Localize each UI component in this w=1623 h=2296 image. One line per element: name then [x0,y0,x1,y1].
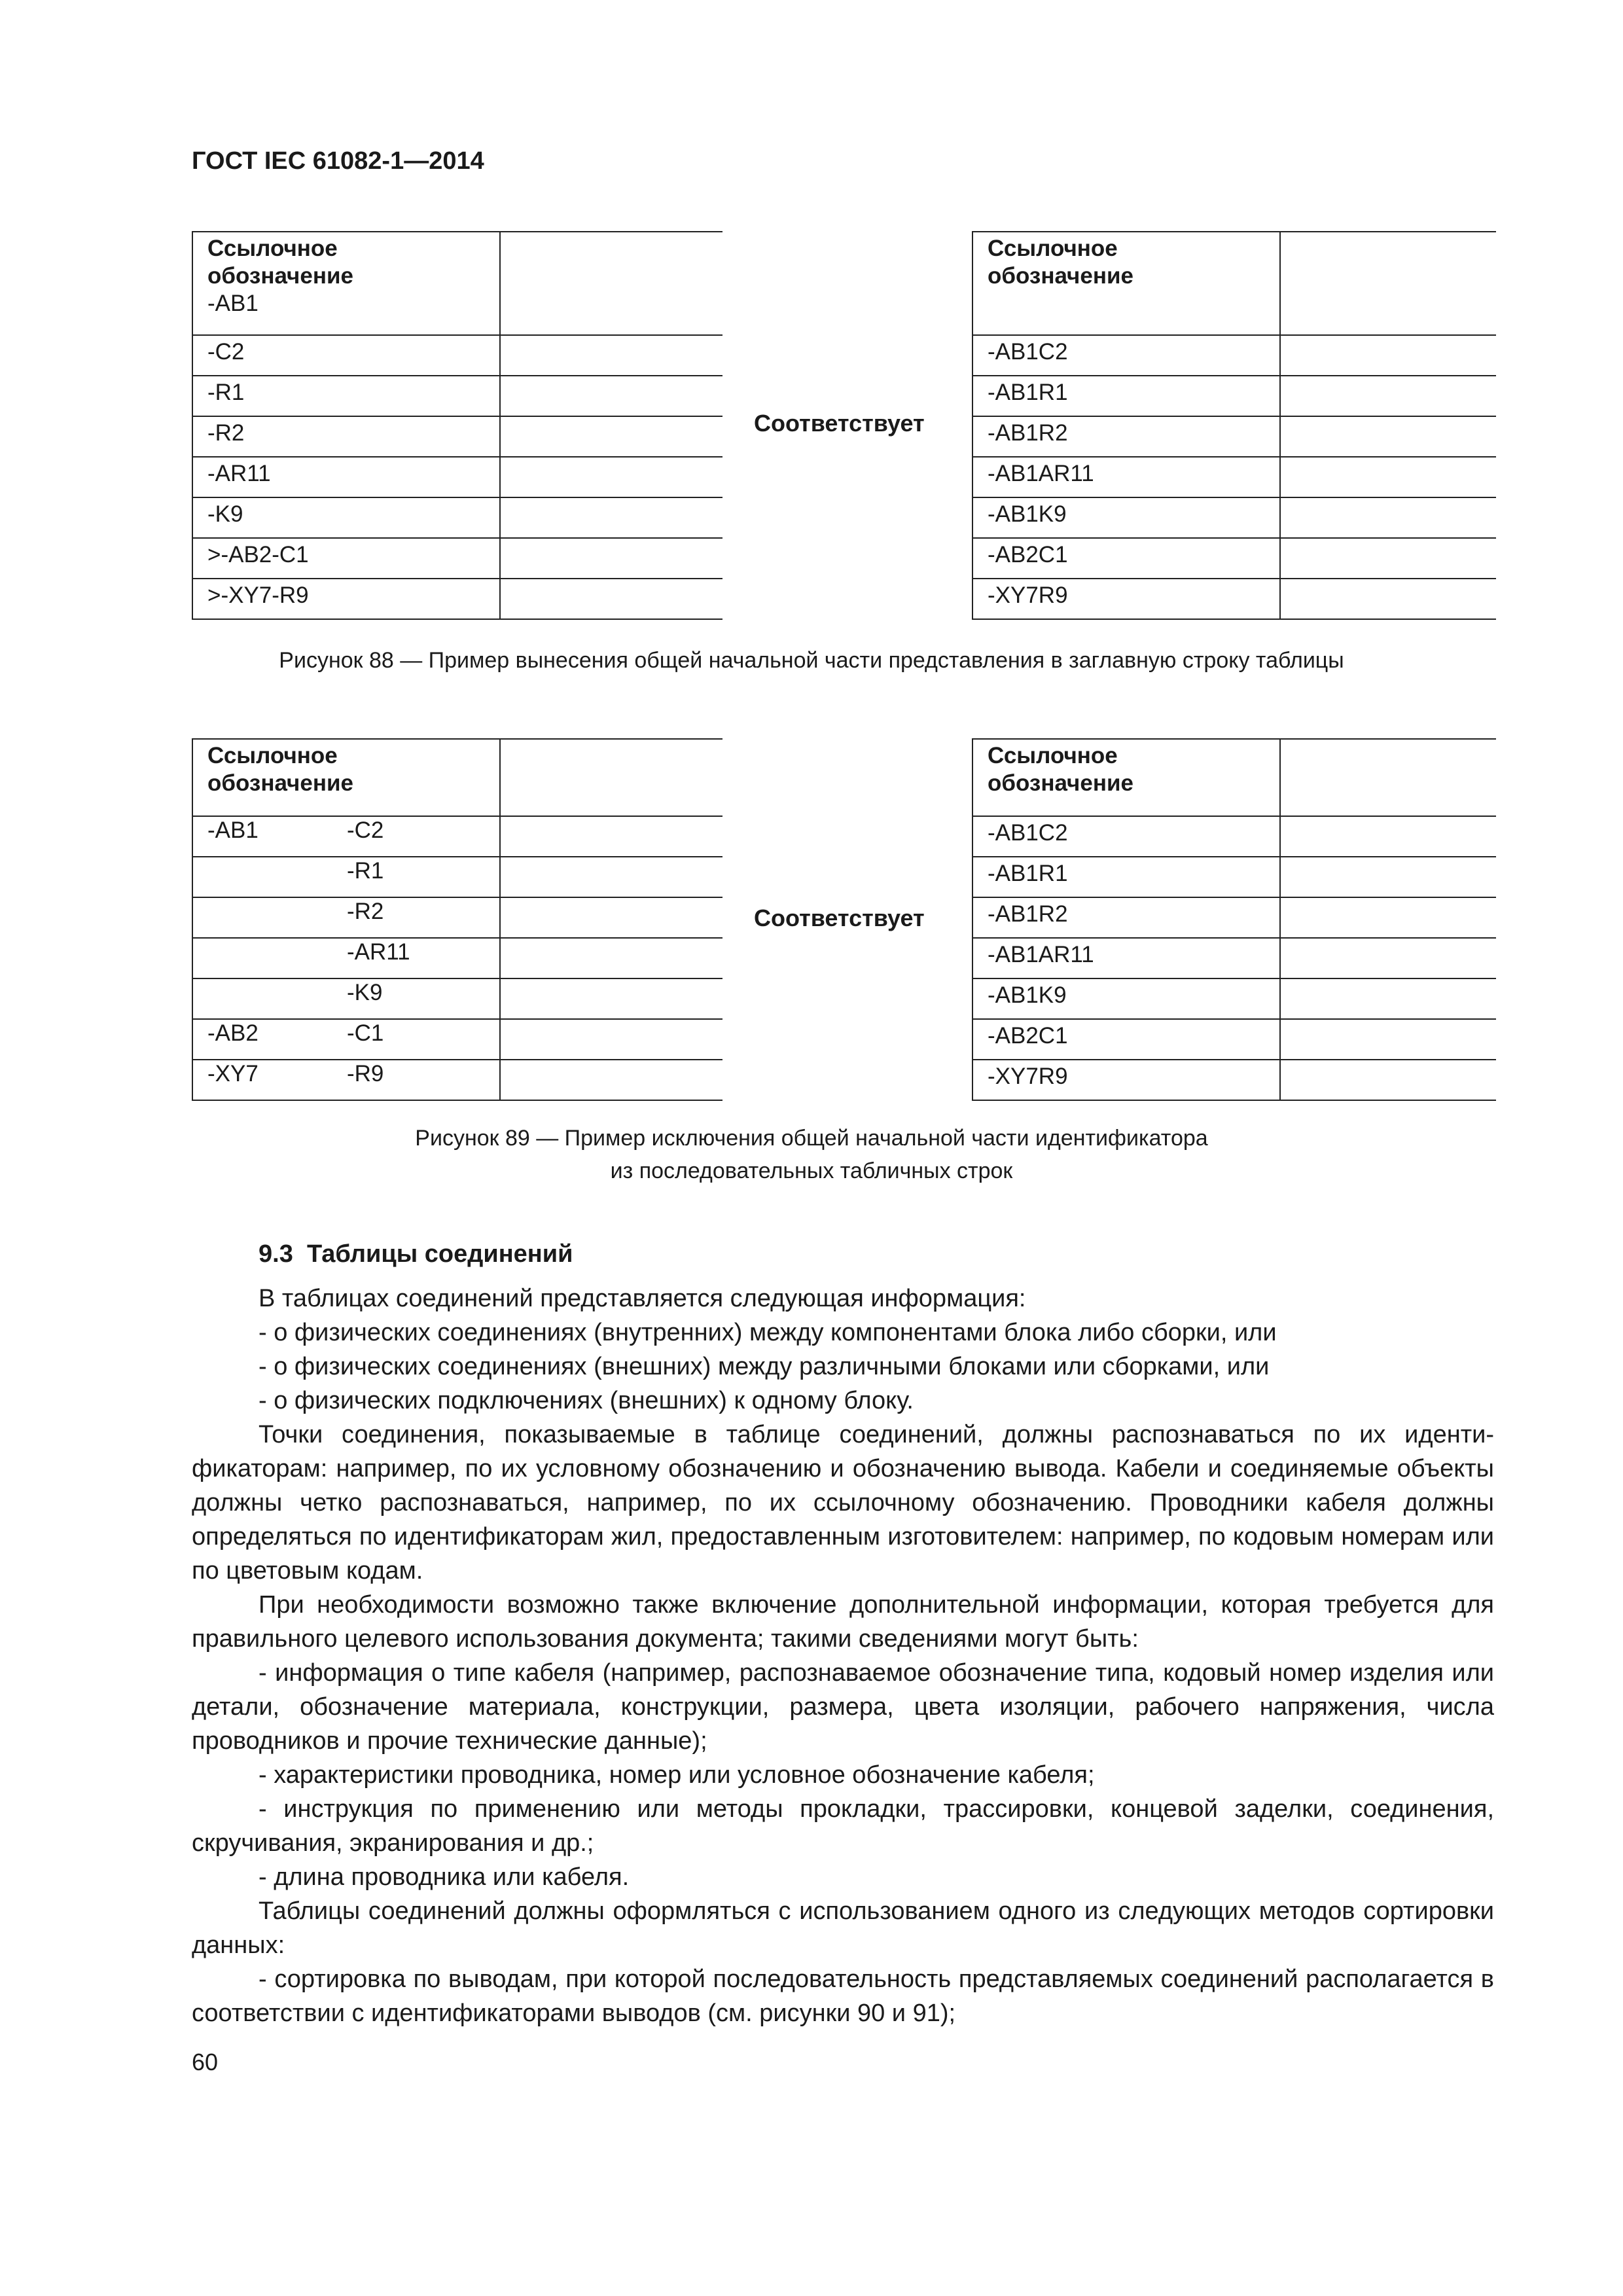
table-cell: -AB1K9 [972,497,1280,538]
empty-cell [1280,335,1496,376]
fig88-right-table [972,231,1496,620]
empty-cell [1280,457,1496,497]
header-line: обозначение [988,263,1133,289]
empty-cell [1280,497,1496,538]
fig88-left-header [192,232,500,335]
header-line: Ссылочное [207,743,338,768]
header-line: -AB1 [207,291,259,316]
table-cell [192,1019,500,1060]
empty-cell [1280,857,1496,897]
table-cell: -AB1C2 [972,335,1280,376]
fig88-caption: Рисунок 88 — Пример вынесения общей начальной части представления в заглавную строку таблицы [279,648,1344,673]
empty-cell [500,897,722,938]
header-line: обозначение [207,770,353,796]
table-cell [192,938,500,978]
page-number: 60 [192,2049,219,2075]
empty-cell [500,497,722,538]
empty-cell [500,416,722,457]
table-cell: -AB1AR11 [972,457,1280,497]
empty-cell [1280,1019,1496,1060]
paragraph: Таблицы соединений должны оформляться с использованием одного из следующих методов сортировки данных: [192,1897,1494,1959]
fig89-left-table [192,738,722,1101]
list-item: - о физических соединениях (внутренних) между компонентами блока либо сборки, или [259,1319,1277,1346]
empty-cell [1280,938,1496,978]
list-item: - сортировка по выводам, при которой последовательность представляемых соединений располагается в соответствии с идентификаторами выводов (см. рисунки 90 и 91); [192,1965,1494,2027]
fig88-corresponds-label: Соответствует [754,410,925,437]
empty-cell [1280,978,1496,1019]
table-cell: -AB1K9 [972,978,1280,1019]
table-cell: >-AB2-C1 [192,538,500,579]
item-suffix: -R2 [347,899,384,924]
group-prefix: -XY7 [207,1061,259,1086]
item-suffix: -AR11 [347,939,410,965]
empty-cell [500,857,722,897]
table-cell: -XY7R9 [972,1060,1280,1100]
list-item: - инструкция по применению или методы прокладки, трассировки, концевой заделки, соединения, скручивания, экранирования и др.; [192,1795,1494,1857]
item-suffix: -C2 [347,817,384,843]
fig89-left-header [192,739,500,816]
paragraph: Точки соединения, показываемые в таблице соединений, должны распознаваться по их идентификаторам: например, по их условному обозначению и обозначению вывода. Кабели и соединяемые объекты должны четко распознаваться, например, по их ссылочному обозначению. Проводники кабеля должны определяться по идентификаторам жил, предоставленным изготовителем: например, по кодовым номерам или по цветовым кодам. [192,1421,1494,1585]
list-item: - характеристики проводника, номер или условное обозначение кабеля; [259,1761,1095,1789]
item-suffix: -R9 [347,1061,384,1086]
group-prefix: -AB1 [207,817,259,843]
standard-header: ГОСТ IEC 61082-1—2014 [192,147,484,175]
table-cell [192,857,500,897]
table-cell: -K9 [192,497,500,538]
empty-cell [500,579,722,619]
empty-cell [1280,232,1496,335]
empty-cell [1280,897,1496,938]
table-cell: -AB1R1 [972,857,1280,897]
list-item: - о физических подключениях (внешних) к одному блоку. [259,1387,914,1414]
fig89-caption [0,1122,1623,1187]
section-title: 9.3 Таблицы соединений [259,1240,573,1268]
empty-cell [500,232,722,335]
table-cell: -XY7R9 [972,579,1280,619]
caption-line: из последовательных табличных строк [610,1158,1013,1183]
table-cell [192,1060,500,1100]
header-line: обозначение [207,263,353,289]
table-cell [192,978,500,1019]
empty-cell [1280,579,1496,619]
empty-cell [1280,416,1496,457]
header-line: Ссылочное [988,743,1118,768]
table-cell: -AB2C1 [972,1019,1280,1060]
empty-cell [500,1019,722,1060]
table-cell: -R2 [192,416,500,457]
table-cell: -AB1R1 [972,376,1280,416]
table-cell: -AB1R2 [972,897,1280,938]
fig89-right-table [972,738,1496,1101]
item-suffix: -R1 [347,858,384,884]
table-cell: -C2 [192,335,500,376]
fig89-right-header [972,739,1280,816]
table-cell: -AB2C1 [972,538,1280,579]
group-prefix [193,979,347,1007]
item-suffix: -K9 [347,980,383,1005]
header-line: обозначение [988,770,1133,796]
table-cell [192,897,500,938]
empty-cell [500,335,722,376]
empty-cell [1280,538,1496,579]
list-item: - длина проводника или кабеля. [259,1863,630,1891]
header-line: Ссылочное [207,236,338,261]
fig88-right-header [972,232,1280,335]
caption-line: Рисунок 89 — Пример исключения общей начальной части идентификатора [415,1126,1208,1151]
group-prefix [193,857,347,885]
item-suffix: -C1 [347,1020,384,1046]
empty-cell [1280,816,1496,857]
empty-cell [1280,376,1496,416]
section-body [192,1282,1494,2030]
fig89-corresponds-label: Соответствует [754,905,925,931]
empty-cell [500,1060,722,1100]
empty-cell [500,978,722,1019]
empty-cell [500,816,722,857]
table-cell: >-XY7-R9 [192,579,500,619]
table-cell: -AR11 [192,457,500,497]
empty-cell [500,938,722,978]
group-prefix [193,898,347,925]
list-item: - информация о типе кабеля (например, распознаваемое обозначение типа, кодовый номер изделия или детали, обозначение материала, конструкции, размера, цвета изоляции, рабочего напряжения, числа проводников и прочие технические данные); [192,1659,1494,1755]
paragraph: В таблицах соединений представляется следующая информация: [259,1285,1026,1312]
table-cell: -AB1C2 [972,816,1280,857]
table-cell [192,816,500,857]
empty-cell [500,538,722,579]
group-prefix: -AB2 [207,1020,259,1046]
fig88-left-table [192,231,722,620]
paragraph: При необходимости возможно также включение дополнительной информации, которая требуется для правильного целевого использования документа; такими сведениями могут быть: [192,1591,1494,1653]
table-cell: -R1 [192,376,500,416]
list-item: - о физических соединениях (внешних) между различными блоками или сборками, или [259,1353,1270,1380]
header-line: Ссылочное [988,236,1118,261]
group-prefix [193,939,347,966]
empty-cell [500,376,722,416]
empty-cell [1280,1060,1496,1100]
table-cell: -AB1R2 [972,416,1280,457]
empty-cell [500,739,722,816]
table-cell: -AB1AR11 [972,938,1280,978]
empty-cell [500,457,722,497]
empty-cell [1280,739,1496,816]
